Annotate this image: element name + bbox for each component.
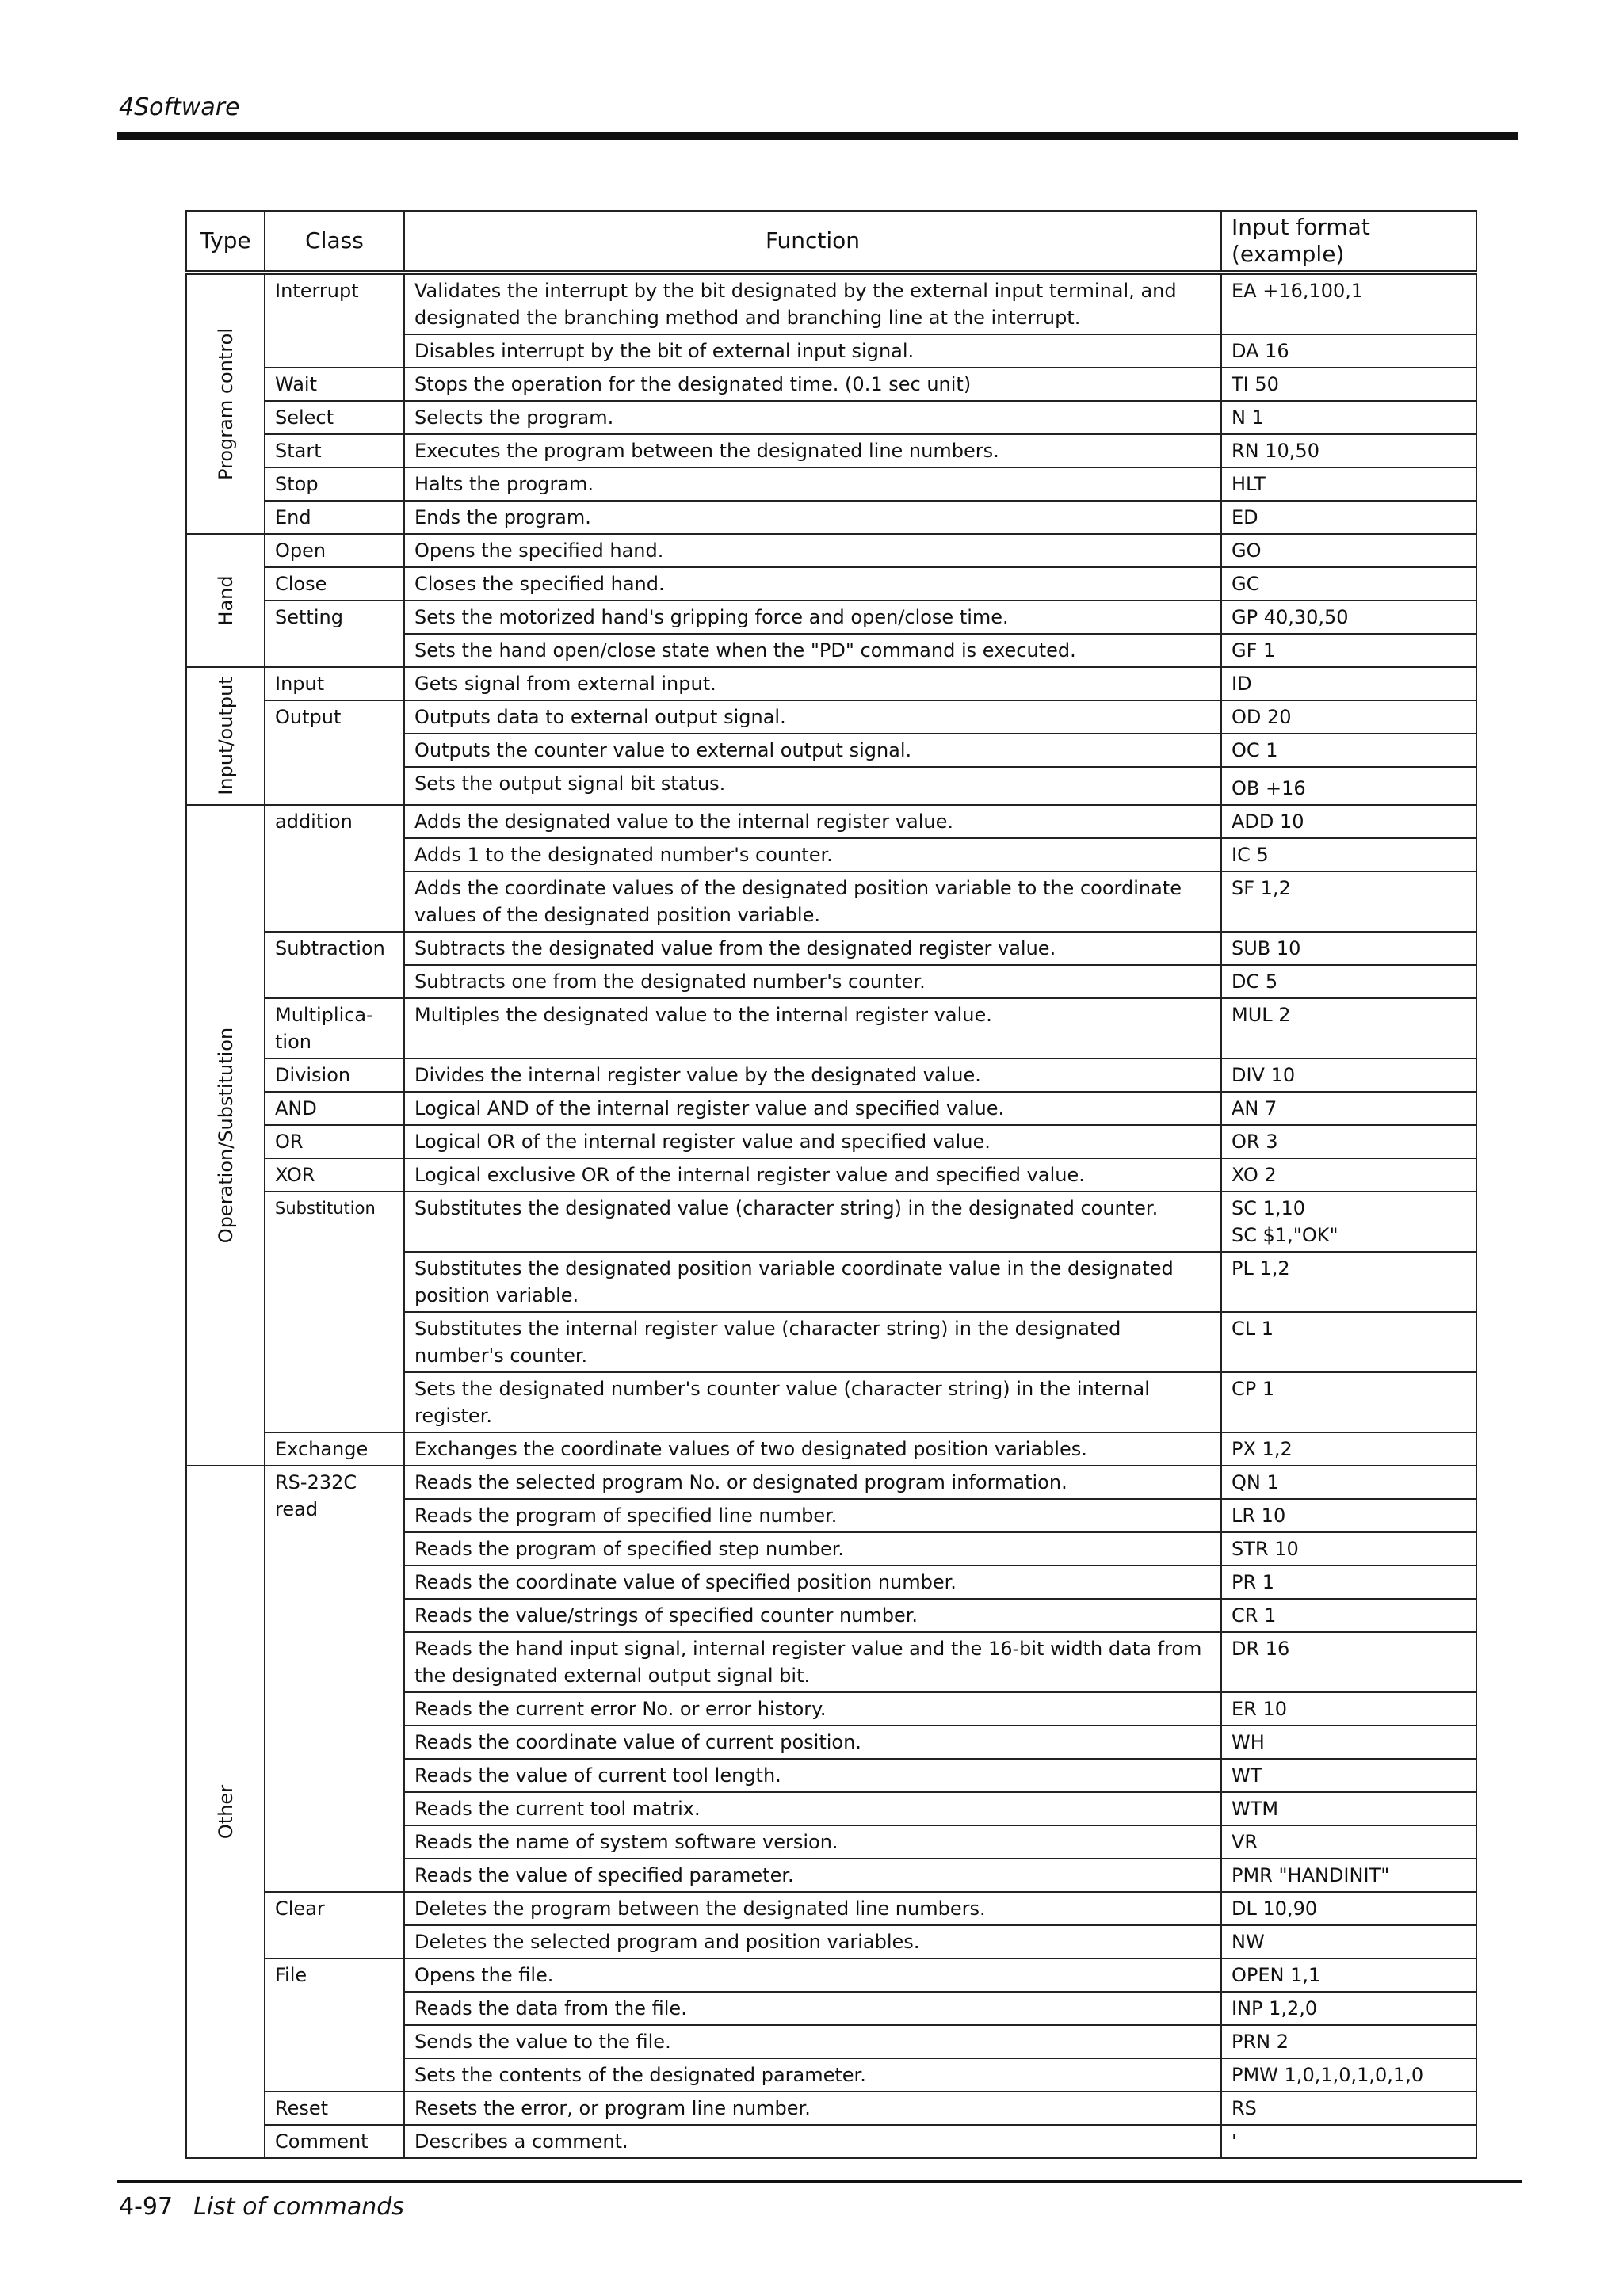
function-cell: Exchanges the coordinate values of two designated position variables. (404, 1432, 1221, 1466)
table-row (186, 1892, 1476, 1925)
format-cell: LR 10 (1221, 1499, 1476, 1532)
function-cell: Describes a comment. (404, 2125, 1221, 2158)
class-cell: Exchange (265, 1432, 404, 1466)
function-cell: Logical AND of the internal register value and specified value. (404, 1092, 1221, 1125)
table-row (186, 998, 1476, 1058)
function-cell: Reads the value of specified parameter. (404, 1859, 1221, 1892)
function-cell: Adds 1 to the designated number's counter. (404, 838, 1221, 871)
format-cell: GF 1 (1221, 634, 1476, 667)
table-row (186, 700, 1476, 734)
format-cell: OPEN 1,1 (1221, 1958, 1476, 1992)
function-cell: Reads the coordinate value of specified position number. (404, 1566, 1221, 1599)
format-cell: TI 50 (1221, 368, 1476, 401)
table-row (186, 2125, 1476, 2158)
function-cell: Reads the hand input signal, internal register value and the 16-bit width data from the designated external output signal bit. (404, 1632, 1221, 1692)
format-cell: MUL 2 (1221, 998, 1476, 1058)
class-cell: Input (265, 667, 404, 700)
table-row (186, 368, 1476, 401)
class-cell: Start (265, 434, 404, 467)
class-cell: Substitution (265, 1192, 404, 1432)
function-cell: Deletes the selected program and position variables. (404, 1925, 1221, 1958)
format-cell: STR 10 (1221, 1532, 1476, 1566)
class-cell: Interrupt (265, 273, 404, 368)
table-row (186, 805, 1476, 838)
format-cell: PL 1,2 (1221, 1252, 1476, 1312)
type-label: Input/output (214, 677, 237, 795)
function-cell: Gets signal from external input. (404, 667, 1221, 700)
function-cell: Outputs data to external output signal. (404, 700, 1221, 734)
format-cell: OB +16 (1221, 767, 1476, 805)
table-row (186, 534, 1476, 567)
table-row (186, 1158, 1476, 1192)
table-row (186, 1125, 1476, 1158)
function-cell: Halts the program. (404, 467, 1221, 501)
function-cell: Logical exclusive OR of the internal register value and specified value. (404, 1158, 1221, 1192)
format-cell: WTM (1221, 1792, 1476, 1825)
table-row (186, 1466, 1476, 1499)
format-cell: RN 10,50 (1221, 434, 1476, 467)
footer-section-title: List of commands (193, 2193, 404, 2221)
function-cell: Reads the current tool matrix. (404, 1792, 1221, 1825)
function-cell: Selects the program. (404, 401, 1221, 434)
table-row (186, 1958, 1476, 1992)
page-header-title: 4Software (119, 93, 240, 121)
class-cell: Clear (265, 1892, 404, 1958)
function-cell: Sends the value to the file. (404, 2025, 1221, 2058)
function-cell: Stops the operation for the designated time. (0.1 sec unit) (404, 368, 1221, 401)
table-row (186, 932, 1476, 965)
type-cell-operation-substitution (186, 805, 265, 1466)
function-cell: Reads the value/strings of specified counter number. (404, 1599, 1221, 1632)
function-cell: Reads the data from the file. (404, 1992, 1221, 2025)
format-cell: IC 5 (1221, 838, 1476, 871)
table-row (186, 1192, 1476, 1252)
format-cell: INP 1,2,0 (1221, 1992, 1476, 2025)
table-row (186, 1058, 1476, 1092)
format-cell: HLT (1221, 467, 1476, 501)
format-cell: QN 1 (1221, 1466, 1476, 1499)
function-cell: Reads the program of specified line number. (404, 1499, 1221, 1532)
format-cell: GO (1221, 534, 1476, 567)
table-row (186, 2092, 1476, 2125)
type-cell-input-output (186, 667, 265, 805)
header-rule (117, 132, 1518, 140)
function-cell: Opens the file. (404, 1958, 1221, 1992)
class-cell: Division (265, 1058, 404, 1092)
class-cell: Stop (265, 467, 404, 501)
format-cell: ID (1221, 667, 1476, 700)
format-cell: ED (1221, 501, 1476, 534)
format-cell: SC 1,10 SC $1,"OK" (1221, 1192, 1476, 1252)
function-cell: Executes the program between the designated line numbers. (404, 434, 1221, 467)
type-cell-other (186, 1466, 265, 2158)
function-cell: Logical OR of the internal register value and specified value. (404, 1125, 1221, 1158)
function-cell: Sets the motorized hand's gripping force and open/close time. (404, 601, 1221, 634)
class-cell: addition (265, 805, 404, 932)
function-cell: Disables interrupt by the bit of external input signal. (404, 334, 1221, 368)
format-cell: PMW 1,0,1,0,1,0,1,0 (1221, 2058, 1476, 2092)
class-cell: End (265, 501, 404, 534)
function-cell: Reads the current error No. or error history. (404, 1692, 1221, 1726)
type-label: Hand (214, 575, 237, 626)
class-cell: Subtraction (265, 932, 404, 998)
format-cell: NW (1221, 1925, 1476, 1958)
class-cell: RS-232C read (265, 1466, 404, 1892)
table-row (186, 1092, 1476, 1125)
function-cell: Divides the internal register value by the designated value. (404, 1058, 1221, 1092)
table-row (186, 501, 1476, 534)
format-cell: GC (1221, 567, 1476, 601)
format-cell: PX 1,2 (1221, 1432, 1476, 1466)
format-cell: PMR "HANDINIT" (1221, 1859, 1476, 1892)
class-cell: Select (265, 401, 404, 434)
format-cell: RS (1221, 2092, 1476, 2125)
page-number: 4-97 (119, 2193, 174, 2221)
column-header-class: Class (265, 211, 404, 273)
format-cell: ' (1221, 2125, 1476, 2158)
format-cell: CR 1 (1221, 1599, 1476, 1632)
function-cell: Closes the specified hand. (404, 567, 1221, 601)
table-row (186, 273, 1476, 334)
function-cell: Subtracts one from the designated number's counter. (404, 965, 1221, 998)
table-row (186, 667, 1476, 700)
type-label: Program control (214, 327, 237, 481)
function-cell: Sets the output signal bit status. (404, 767, 1221, 805)
function-cell: Reads the selected program No. or designated program information. (404, 1466, 1221, 1499)
format-cell: CP 1 (1221, 1372, 1476, 1432)
function-cell: Adds the coordinate values of the designated position variable to the coordinate values of the designated position variable. (404, 871, 1221, 932)
format-cell: GP 40,30,50 (1221, 601, 1476, 634)
table-row (186, 1432, 1476, 1466)
format-cell: N 1 (1221, 401, 1476, 434)
class-cell: Close (265, 567, 404, 601)
function-cell: Substitutes the designated value (character string) in the designated counter. (404, 1192, 1221, 1252)
format-cell: SF 1,2 (1221, 871, 1476, 932)
format-cell: WT (1221, 1759, 1476, 1792)
class-cell: Wait (265, 368, 404, 401)
function-cell: Substitutes the designated position variable coordinate value in the designated position variable. (404, 1252, 1221, 1312)
format-cell: PRN 2 (1221, 2025, 1476, 2058)
column-header-function: Function (404, 211, 1221, 273)
type-cell-program-control (186, 273, 265, 534)
class-cell: OR (265, 1125, 404, 1158)
table-row (186, 467, 1476, 501)
command-table (185, 210, 1477, 2159)
format-cell: WH (1221, 1726, 1476, 1759)
format-cell: DIV 10 (1221, 1058, 1476, 1092)
format-cell: XO 2 (1221, 1158, 1476, 1192)
class-cell: XOR (265, 1158, 404, 1192)
column-header-input-format: Input format (example) (1221, 211, 1476, 273)
function-cell: Reads the coordinate value of current position. (404, 1726, 1221, 1759)
class-cell: Multiplica- tion (265, 998, 404, 1058)
format-cell: ADD 10 (1221, 805, 1476, 838)
format-cell: AN 7 (1221, 1092, 1476, 1125)
function-cell: Sets the contents of the designated parameter. (404, 2058, 1221, 2092)
function-cell: Reads the value of current tool length. (404, 1759, 1221, 1792)
class-cell: Comment (265, 2125, 404, 2158)
function-cell: Opens the specified hand. (404, 534, 1221, 567)
function-cell: Resets the error, or program line number. (404, 2092, 1221, 2125)
type-cell-hand (186, 534, 265, 667)
type-label: Other (214, 1784, 237, 1840)
function-cell: Multiples the designated value to the internal register value. (404, 998, 1221, 1058)
class-cell: AND (265, 1092, 404, 1125)
function-cell: Substitutes the internal register value (character string) in the designated number's counter. (404, 1312, 1221, 1372)
type-label: Operation/Substitution (214, 1027, 237, 1244)
table-row (186, 601, 1476, 634)
format-cell: EA +16,100,1 (1221, 273, 1476, 334)
function-cell: Reads the name of system software version. (404, 1825, 1221, 1859)
format-cell: OC 1 (1221, 734, 1476, 767)
class-cell: Open (265, 534, 404, 567)
format-cell: OR 3 (1221, 1125, 1476, 1158)
function-cell: Sets the hand open/close state when the "PD" command is executed. (404, 634, 1221, 667)
function-cell: Validates the interrupt by the bit designated by the external input terminal, and designated the branching method and branching line at the interrupt. (404, 273, 1221, 334)
class-cell: Setting (265, 601, 404, 667)
table-row (186, 401, 1476, 434)
function-cell: Sets the designated number's counter value (character string) in the internal register. (404, 1372, 1221, 1432)
page-footer (119, 2193, 404, 2221)
class-cell: Reset (265, 2092, 404, 2125)
function-cell: Deletes the program between the designated line numbers. (404, 1892, 1221, 1925)
function-cell: Ends the program. (404, 501, 1221, 534)
table-row (186, 567, 1476, 601)
column-header-type: Type (186, 211, 265, 273)
class-cell: Output (265, 700, 404, 805)
table-header-row (186, 211, 1476, 273)
format-cell: DC 5 (1221, 965, 1476, 998)
function-cell: Outputs the counter value to external output signal. (404, 734, 1221, 767)
function-cell: Adds the designated value to the internal register value. (404, 805, 1221, 838)
function-cell: Reads the program of specified step number. (404, 1532, 1221, 1566)
footer-rule (117, 2180, 1522, 2183)
format-cell: ER 10 (1221, 1692, 1476, 1726)
format-cell: DL 10,90 (1221, 1892, 1476, 1925)
class-cell: File (265, 1958, 404, 2092)
format-cell: OD 20 (1221, 700, 1476, 734)
format-cell: PR 1 (1221, 1566, 1476, 1599)
format-cell: SUB 10 (1221, 932, 1476, 965)
table-row (186, 434, 1476, 467)
format-cell: CL 1 (1221, 1312, 1476, 1372)
format-cell: DA 16 (1221, 334, 1476, 368)
format-cell: DR 16 (1221, 1632, 1476, 1692)
format-cell: VR (1221, 1825, 1476, 1859)
function-cell: Subtracts the designated value from the designated register value. (404, 932, 1221, 965)
